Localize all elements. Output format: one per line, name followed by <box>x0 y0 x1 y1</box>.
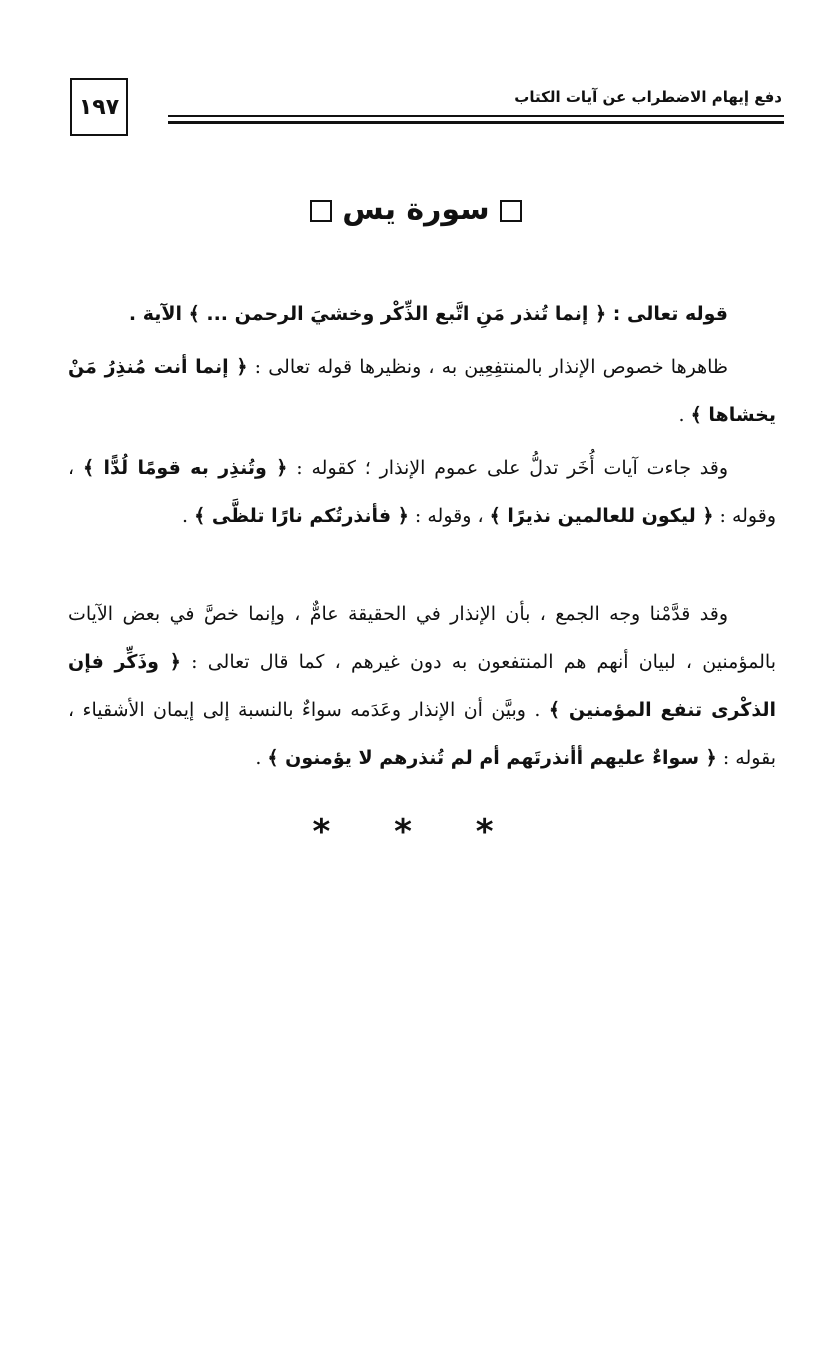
commentary-text: ، وقوله : <box>408 505 490 527</box>
square-ornament-icon <box>500 200 522 222</box>
quranic-verse: ﴿ إنما أنت مُنذِرُ مَنْ يخشاها ﴾ <box>68 356 776 426</box>
header-rule-thin <box>168 115 784 117</box>
quranic-verse: ﴿ وتُنذِر به قومًا لُدًّا ﴾ <box>82 457 288 479</box>
surah-heading <box>0 192 832 227</box>
section-separator: * * * <box>312 812 520 852</box>
header-rule-thick <box>168 121 784 124</box>
punctuation: . <box>255 747 268 769</box>
commentary-text: وقد قدَّمْنا وجه الجمع ، بأن الإنذار في الحقيقة عامٌّ ، وإنما خصَّ في بعض الآيات بالمؤمنين ، لبيان أنهم هم المنتفعون به دون غيرهم ، كما قال تعالى : <box>68 603 777 673</box>
paragraph-text <box>68 343 776 439</box>
paragraph-reconciliation <box>68 590 776 782</box>
surah-title: سورة يس <box>342 192 490 227</box>
square-ornament-icon <box>310 200 332 222</box>
paragraph-text <box>68 444 776 540</box>
punctuation: . <box>678 404 691 426</box>
paragraph-general-warning <box>68 444 776 540</box>
quranic-verse: ﴿ وذَكِّر فإن الذكْرى تنفع المؤمنين ﴾ <box>68 651 776 721</box>
paragraph-verse-intro <box>68 290 776 338</box>
commentary-text: . وبيَّن أن الإنذار وعَدَمه سواءٌ بالنسبة إلى إيمان الأشقياء ، بقوله : <box>68 699 776 769</box>
paragraph-specific-warning <box>68 343 776 439</box>
commentary-text: ظاهرها خصوص الإنذار بالمنتفِعِين به ، ونظيرها قوله تعالى : <box>247 356 728 378</box>
verse-intro-line: قوله تعالى : ﴿ إنما تُنذر مَنِ اتَّبع الذِّكْر وخشيَ الرحمن ... ﴾ الآية . <box>128 303 728 325</box>
quranic-verse: ﴿ سواءٌ عليهم أأنذرتَهم أم لم تُنذرهم لا يؤمنون ﴾ <box>267 747 717 769</box>
quranic-verse: ﴿ ليكون للعالمين نذيرًا ﴾ <box>489 505 714 527</box>
punctuation: . <box>182 505 195 527</box>
commentary-text: ، وقوله : <box>68 457 776 527</box>
commentary-text: وقد جاءت آيات أُخَر تدلُّ على عموم الإنذار ؛ كقوله : <box>287 457 729 479</box>
running-title: دفع إيهام الاضطراب عن آيات الكتاب <box>514 88 782 106</box>
quranic-verse: ﴿ فأنذرتُكم نارًا تلظَّى ﴾ <box>194 505 409 527</box>
paragraph-text <box>68 590 776 782</box>
page-number: ١٩٧ <box>70 78 128 136</box>
